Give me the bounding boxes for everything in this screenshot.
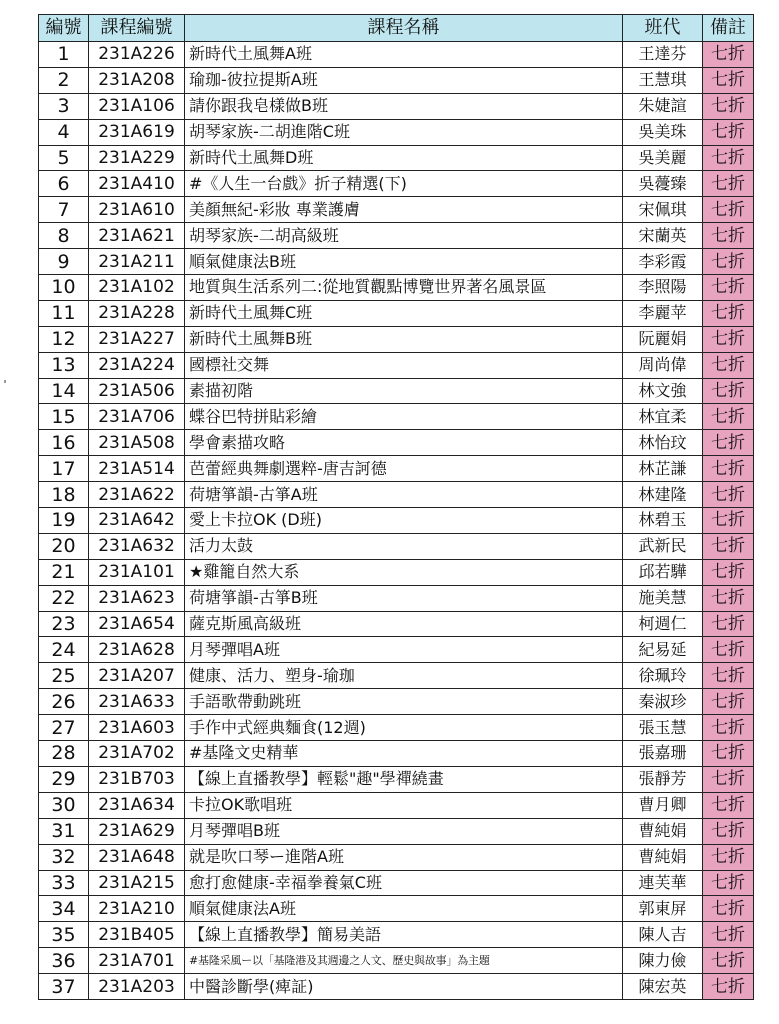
table-row — [39, 482, 754, 508]
row-number: 8 — [39, 223, 89, 249]
discount-note: 七折 — [703, 533, 754, 559]
course-code: 231A622 — [89, 482, 185, 508]
course-code: 231A207 — [89, 663, 185, 689]
row-number: 37 — [39, 974, 89, 1000]
course-code: 231A619 — [89, 119, 185, 145]
table-row — [39, 275, 754, 301]
table-row — [39, 741, 754, 767]
table-row — [39, 974, 754, 1000]
course-code: 231A229 — [89, 145, 185, 171]
table-row — [39, 715, 754, 741]
table-row — [39, 119, 754, 145]
course-code: 231A226 — [89, 42, 185, 68]
course-code: 231A102 — [89, 275, 185, 301]
course-name: 愛上卡拉OK (D班) — [185, 508, 623, 534]
discount-note: 七折 — [703, 352, 754, 378]
discount-note: 七折 — [703, 482, 754, 508]
table-row — [39, 300, 754, 326]
class-representative: 柯週仁 — [623, 611, 703, 637]
course-code: 231B703 — [89, 766, 185, 792]
class-representative: 郭東屏 — [623, 896, 703, 922]
course-name: 手語歌帶動跳班 — [185, 689, 623, 715]
row-number: 25 — [39, 663, 89, 689]
row-number: 18 — [39, 482, 89, 508]
row-number: 5 — [39, 145, 89, 171]
row-number: 11 — [39, 300, 89, 326]
row-number: 36 — [39, 948, 89, 974]
class-representative: 陳人吉 — [623, 922, 703, 948]
row-number: 17 — [39, 456, 89, 482]
table-row — [39, 533, 754, 559]
row-number: 4 — [39, 119, 89, 145]
course-name: 愈打愈健康-幸福拳養氣C班 — [185, 870, 623, 896]
class-representative: 李麗苹 — [623, 300, 703, 326]
table-row — [39, 378, 754, 404]
table-row — [39, 637, 754, 663]
class-representative: 紀易延 — [623, 637, 703, 663]
course-name: 國標社交舞 — [185, 352, 623, 378]
header-num: 編號 — [39, 15, 89, 42]
course-name: 新時代土風舞C班 — [185, 300, 623, 326]
course-code: 231A211 — [89, 249, 185, 275]
course-name: 【線上直播教學】簡易美語 — [185, 922, 623, 948]
course-name: 素描初階 — [185, 378, 623, 404]
header-note: 備註 — [703, 15, 754, 42]
course-name: #基隆采風ー以「基隆港及其週邊之人文、歷史與故事」為主題 — [185, 948, 623, 974]
course-name: 荷塘箏韻-古箏A班 — [185, 482, 623, 508]
course-code: 231A210 — [89, 896, 185, 922]
table-row — [39, 922, 754, 948]
course-name: 就是吹口琴ー進階A班 — [185, 844, 623, 870]
class-representative: 林建隆 — [623, 482, 703, 508]
table-row — [39, 844, 754, 870]
row-number: 20 — [39, 533, 89, 559]
course-code: 231A603 — [89, 715, 185, 741]
class-representative: 施美慧 — [623, 585, 703, 611]
course-code: 231A610 — [89, 197, 185, 223]
course-code: 231B405 — [89, 922, 185, 948]
course-code: 231A621 — [89, 223, 185, 249]
course-code: 231A215 — [89, 870, 185, 896]
table-row — [39, 326, 754, 352]
discount-note: 七折 — [703, 559, 754, 585]
table-row — [39, 404, 754, 430]
discount-note: 七折 — [703, 171, 754, 197]
course-code: 231A702 — [89, 741, 185, 767]
class-representative: 李照陽 — [623, 275, 703, 301]
course-name: 荷塘箏韻-古箏B班 — [185, 585, 623, 611]
row-number: 19 — [39, 508, 89, 534]
row-number: 31 — [39, 818, 89, 844]
discount-note: 七折 — [703, 223, 754, 249]
row-number: 10 — [39, 275, 89, 301]
table-row — [39, 585, 754, 611]
class-representative: 曹月卿 — [623, 792, 703, 818]
row-number: 33 — [39, 870, 89, 896]
course-name: ★雞籠自然大系 — [185, 559, 623, 585]
class-representative: 邱若驊 — [623, 559, 703, 585]
class-representative: 宋佩琪 — [623, 197, 703, 223]
discount-note: 七折 — [703, 689, 754, 715]
discount-note: 七折 — [703, 249, 754, 275]
course-code: 231A632 — [89, 533, 185, 559]
course-name: 胡琴家族-二胡高級班 — [185, 223, 623, 249]
row-number: 22 — [39, 585, 89, 611]
table-row — [39, 948, 754, 974]
row-number: 28 — [39, 741, 89, 767]
discount-note: 七折 — [703, 663, 754, 689]
row-number: 15 — [39, 404, 89, 430]
discount-note: 七折 — [703, 585, 754, 611]
course-name: 請你跟我皂樣做B班 — [185, 93, 623, 119]
course-name: 活力太鼓 — [185, 533, 623, 559]
row-number: 14 — [39, 378, 89, 404]
discount-note: 七折 — [703, 637, 754, 663]
class-representative: 連芙華 — [623, 870, 703, 896]
table-row — [39, 42, 754, 68]
course-name: 胡琴家族-二胡進階C班 — [185, 119, 623, 145]
class-representative: 張靜芳 — [623, 766, 703, 792]
class-representative: 李彩霞 — [623, 249, 703, 275]
discount-note: 七折 — [703, 948, 754, 974]
row-number: 34 — [39, 896, 89, 922]
discount-note: 七折 — [703, 844, 754, 870]
course-code: 231A623 — [89, 585, 185, 611]
row-number: 35 — [39, 922, 89, 948]
class-representative: 曹純娟 — [623, 818, 703, 844]
course-name: 【線上直播教學】輕鬆"趣"學禪繞畫 — [185, 766, 623, 792]
table-row — [39, 171, 754, 197]
course-name: 薩克斯風高級班 — [185, 611, 623, 637]
class-representative: 秦淑珍 — [623, 689, 703, 715]
class-representative: 吳美珠 — [623, 119, 703, 145]
discount-note: 七折 — [703, 378, 754, 404]
course-name: 月琴彈唱B班 — [185, 818, 623, 844]
class-representative: 王達芬 — [623, 42, 703, 68]
row-number: 23 — [39, 611, 89, 637]
table-row — [39, 689, 754, 715]
course-code: 231A106 — [89, 93, 185, 119]
discount-note: 七折 — [703, 792, 754, 818]
class-representative: 宋蘭英 — [623, 223, 703, 249]
course-name: 芭蕾經典舞劇選粹-唐吉訶德 — [185, 456, 623, 482]
course-code: 231A629 — [89, 818, 185, 844]
discount-note: 七折 — [703, 508, 754, 534]
discount-note: 七折 — [703, 715, 754, 741]
table-row — [39, 197, 754, 223]
discount-note: 七折 — [703, 896, 754, 922]
course-name: #基隆文史精華 — [185, 741, 623, 767]
course-code: 231A701 — [89, 948, 185, 974]
table-row — [39, 766, 754, 792]
course-code: 231A648 — [89, 844, 185, 870]
course-name: 卡拉OK歌唱班 — [185, 792, 623, 818]
class-representative: 吳蘉臻 — [623, 171, 703, 197]
course-name: 健康、活力、塑身-瑜珈 — [185, 663, 623, 689]
row-number: 21 — [39, 559, 89, 585]
discount-note: 七折 — [703, 870, 754, 896]
course-code: 231A633 — [89, 689, 185, 715]
class-representative: 王慧琪 — [623, 67, 703, 93]
table-header — [39, 15, 754, 42]
table-row — [39, 870, 754, 896]
course-code: 231A642 — [89, 508, 185, 534]
course-name: 瑜珈-彼拉提斯A班 — [185, 67, 623, 93]
row-number: 13 — [39, 352, 89, 378]
course-code: 231A208 — [89, 67, 185, 93]
discount-note: 七折 — [703, 42, 754, 68]
row-number: 2 — [39, 67, 89, 93]
row-number: 3 — [39, 93, 89, 119]
row-number: 27 — [39, 715, 89, 741]
course-name: 學會素描攻略 — [185, 430, 623, 456]
table-row — [39, 67, 754, 93]
course-name: 新時代土風舞A班 — [185, 42, 623, 68]
header-name: 課程名稱 — [185, 15, 623, 42]
row-number: 9 — [39, 249, 89, 275]
discount-note: 七折 — [703, 300, 754, 326]
discount-note: 七折 — [703, 93, 754, 119]
class-representative: 周尚偉 — [623, 352, 703, 378]
row-number: 30 — [39, 792, 89, 818]
course-code: 231A706 — [89, 404, 185, 430]
table-row — [39, 249, 754, 275]
row-number: 1 — [39, 42, 89, 68]
table-row — [39, 818, 754, 844]
course-name: 蝶谷巴特拼貼彩繪 — [185, 404, 623, 430]
course-code: 231A410 — [89, 171, 185, 197]
course-code: 231A227 — [89, 326, 185, 352]
row-number: 29 — [39, 766, 89, 792]
class-representative: 張嘉珊 — [623, 741, 703, 767]
discount-note: 七折 — [703, 119, 754, 145]
course-code: 231A228 — [89, 300, 185, 326]
class-representative: 阮麗娟 — [623, 326, 703, 352]
discount-note: 七折 — [703, 766, 754, 792]
course-name: 中醫診斷學(痺証) — [185, 974, 623, 1000]
class-representative: 林宜柔 — [623, 404, 703, 430]
header-code: 課程編號 — [89, 15, 185, 42]
class-representative: 林芷謙 — [623, 456, 703, 482]
discount-note: 七折 — [703, 974, 754, 1000]
discount-note: 七折 — [703, 818, 754, 844]
discount-note: 七折 — [703, 275, 754, 301]
class-representative: 林怡玟 — [623, 430, 703, 456]
discount-note: 七折 — [703, 145, 754, 171]
table-row — [39, 223, 754, 249]
course-code: 231A654 — [89, 611, 185, 637]
table-row — [39, 792, 754, 818]
course-code: 231A224 — [89, 352, 185, 378]
table-row — [39, 559, 754, 585]
row-number: 12 — [39, 326, 89, 352]
course-name: 新時代土風舞D班 — [185, 145, 623, 171]
row-number: 7 — [39, 197, 89, 223]
discount-note: 七折 — [703, 67, 754, 93]
table-row — [39, 896, 754, 922]
row-number: 24 — [39, 637, 89, 663]
course-name: 新時代土風舞B班 — [185, 326, 623, 352]
discount-note: 七折 — [703, 741, 754, 767]
table-row — [39, 352, 754, 378]
class-representative: 曹純娟 — [623, 844, 703, 870]
class-representative: 陳力儉 — [623, 948, 703, 974]
row-number: 6 — [39, 171, 89, 197]
class-representative: 林碧玉 — [623, 508, 703, 534]
table-body — [39, 42, 754, 1000]
row-number: 32 — [39, 844, 89, 870]
table-row — [39, 93, 754, 119]
discount-note: 七折 — [703, 197, 754, 223]
discount-note: 七折 — [703, 922, 754, 948]
table-row — [39, 145, 754, 171]
course-code: 231A634 — [89, 792, 185, 818]
class-representative: 徐珮玲 — [623, 663, 703, 689]
scan-mark — [4, 380, 6, 383]
discount-note: 七折 — [703, 456, 754, 482]
course-code: 231A514 — [89, 456, 185, 482]
table-row — [39, 430, 754, 456]
class-representative: 張玉慧 — [623, 715, 703, 741]
class-representative: 吳美麗 — [623, 145, 703, 171]
discount-note: 七折 — [703, 326, 754, 352]
discount-note: 七折 — [703, 430, 754, 456]
table-row — [39, 456, 754, 482]
course-name: 順氣健康法B班 — [185, 249, 623, 275]
course-name: 地質與生活系列二:從地質觀點博覽世界著名風景區 — [185, 275, 623, 301]
course-name: 手作中式經典麵食(12週) — [185, 715, 623, 741]
row-number: 16 — [39, 430, 89, 456]
course-table — [38, 14, 754, 1000]
class-representative: 林文強 — [623, 378, 703, 404]
course-name: 月琴彈唱A班 — [185, 637, 623, 663]
header-row — [39, 15, 754, 42]
course-code: 231A506 — [89, 378, 185, 404]
course-name: #《人生一台戲》折子精選(下) — [185, 171, 623, 197]
course-code: 231A628 — [89, 637, 185, 663]
row-number: 26 — [39, 689, 89, 715]
discount-note: 七折 — [703, 611, 754, 637]
course-name: 順氣健康法A班 — [185, 896, 623, 922]
table-row — [39, 663, 754, 689]
table-row — [39, 508, 754, 534]
course-code: 231A508 — [89, 430, 185, 456]
header-teacher: 班代 — [623, 15, 703, 42]
class-representative: 朱婕諠 — [623, 93, 703, 119]
discount-note: 七折 — [703, 404, 754, 430]
class-representative: 武新民 — [623, 533, 703, 559]
course-code: 231A203 — [89, 974, 185, 1000]
class-representative: 陳宏英 — [623, 974, 703, 1000]
table-row — [39, 611, 754, 637]
course-name: 美顏無紀-彩妝 專業護膚 — [185, 197, 623, 223]
course-code: 231A101 — [89, 559, 185, 585]
